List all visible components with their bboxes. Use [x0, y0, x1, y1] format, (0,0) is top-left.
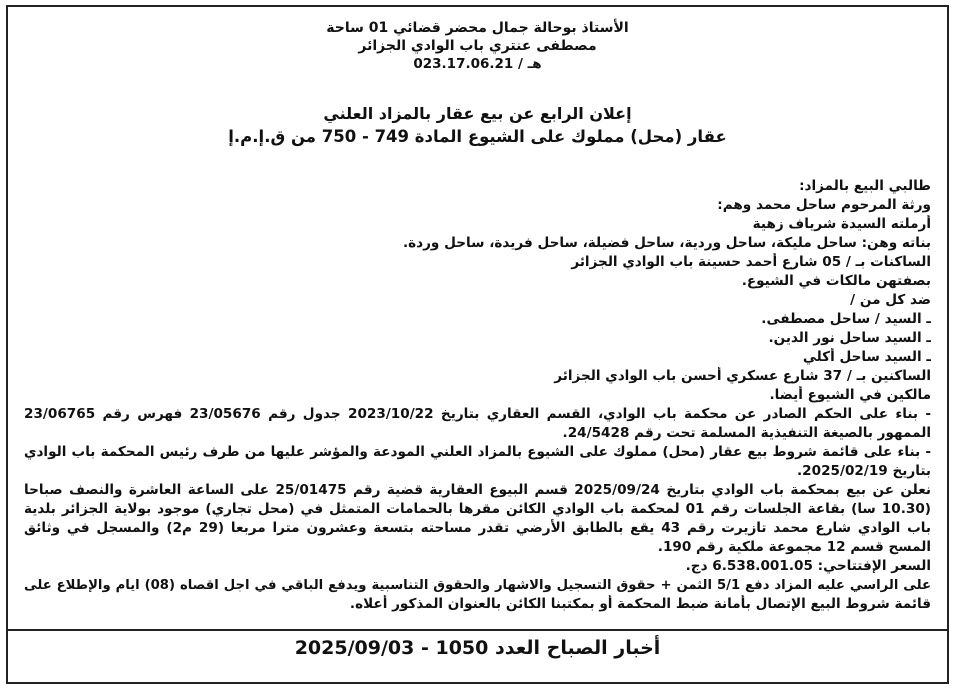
- body-line: ضد كل من /: [850, 292, 931, 308]
- newspaper-footer: أخبار الصباح العدد 1050 - 2025/09/03: [294, 637, 661, 659]
- bailiff-phone-line: هـ / 023.17.06.21: [413, 56, 542, 72]
- body-line: الممهور بالصيغة التنفيذية المسلمة تحت رقم 24/5428.: [562, 425, 931, 441]
- body-line: مالكين في الشيوع أيضا.: [769, 387, 931, 403]
- body-line: الساكنين بـ / 37 شارع عسكري أحسن باب الوادي الجزائر: [554, 368, 931, 384]
- announcement-titles: [8, 103, 947, 149]
- body-line: ورثة المرحوم ساحل محمد وهم:: [717, 197, 931, 213]
- body-line: (10.30 سا) بقاعة الجلسات رقم 01 لمحكمة باب الوادي الكائن مقرها بالحمامات المتمثل في (محل تجاري) موجود بولاية الجزائر بلدية: [24, 501, 931, 517]
- footer-divider: [8, 629, 947, 631]
- body-line: الساكنات بـ / 05 شارع أحمد حسينة باب الوادي الجزائر: [571, 254, 931, 270]
- body-line: طالبي البيع بالمزاد:: [799, 178, 931, 194]
- body-line: على الراسي عليه المزاد دفع 5/1 الثمن + حقوق التسجيل والاشهار والحقوق التناسبية ويدفع الباقي في اجل اقصاه (08) ايام والإطلاع على: [24, 578, 931, 593]
- announcement-body: [24, 177, 931, 614]
- bailiff-name-line: الأستاذ بوحالة جمال محضر قضائي 01 ساحة: [326, 20, 629, 36]
- body-line: ـ السيد / ساحل مصطفى.: [761, 311, 931, 327]
- body-line: بصفتهن مالكات في الشيوع.: [741, 273, 931, 289]
- body-line: السعر الإفتتاحي: 6.538.001.05 دج.: [685, 558, 931, 574]
- body-line: المسح قسم 12 مجموعة ملكية رقم 190.: [657, 539, 931, 555]
- body-line: باب الوادي شارع محمد تازيرت رقم 43 يقع بالطابق الأرضي تقدر مساحته بتسعة وعشرون مترا مربعا (29 م2) والمسجل في وثائق: [24, 520, 931, 536]
- bailiff-header: [8, 19, 947, 73]
- body-line: - بناء على قائمة شروط بيع عقار (محل) مملوك على الشيوع بالمزاد العلني المودعة والمؤشر عليها من طرف رئيس المحكمة باب الوادي: [24, 444, 931, 460]
- announcement-title: إعلان الرابع عن بيع عقار بالمزاد العلني: [323, 104, 632, 123]
- body-line: ـ السيد ساحل أكلي: [802, 349, 931, 365]
- announcement-subtitle: عقار (محل) مملوك على الشيوع المادة 749 - 750 من ق.إ.م.إ: [228, 127, 727, 146]
- announcement-frame: [6, 5, 949, 684]
- body-line: أرملته السيدة شرياف زهية: [752, 216, 931, 232]
- body-line: - بناء على الحكم الصادر عن محكمة باب الوادي، القسم العقاري بتاريخ 2023/10/22 جدول رقم 23/05676 فهرس رقم 23/06765: [24, 406, 931, 422]
- body-line: بتاريخ 2025/02/19.: [797, 463, 931, 479]
- body-line: نعلن عن بيع بمحكمة باب الوادي بتاريخ 2025/09/24 قسم البيوع العقارية قضية رقم 25/01475 على الساعة العاشرة والنصف صباحا: [24, 482, 931, 498]
- body-line: قائمة شروط البيع الإتصال بأمانة ضبط المحكمة أو بمكتبنا الكائن بالعنوان المذكور أعلاه.: [349, 596, 931, 612]
- bailiff-address-line: مصطفى عنتري باب الوادي الجزائر: [358, 38, 597, 54]
- body-line: بناته وهن: ساحل مليكة، ساحل وردية، ساحل فضيلة، ساحل فريدة، ساحل وردة.: [402, 235, 931, 251]
- body-line: ـ السيد ساحل نور الدين.: [768, 330, 931, 346]
